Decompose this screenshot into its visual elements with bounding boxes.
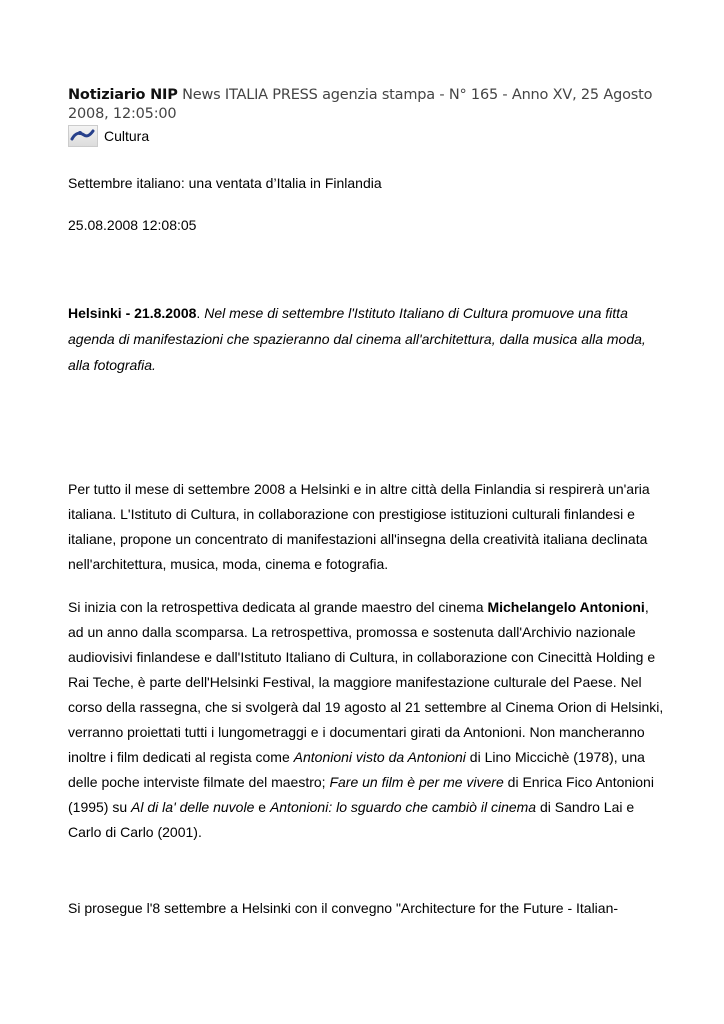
body-paragraph-1: Per tutto il mese di settembre 2008 a Helsinki e in altre città della Finlandia si respirerà un'aria italiana. L'Istituto di Cultura, in collaborazione con prestigiose istituzioni culturali finlandesi e italiane, propone un concentrato di manifestazioni all'insegna della creatività italiana declinata nell'architettura, musica, moda, cinema e fotografia. [68, 481, 650, 572]
category-label: Cultura [104, 128, 150, 144]
agency-logo-graphic [69, 126, 97, 146]
dateline: Helsinki - 21.8.2008 [68, 305, 197, 321]
article-timestamp: 25.08.2008 12:08:05 [68, 217, 197, 233]
film-title-1: Antonioni visto da Antonioni [293, 749, 466, 765]
film-title-2: Fare un film è per me vivere [329, 774, 504, 790]
article-headline: Settembre italiano: una ventata d’Italia in Finlandia [68, 175, 382, 191]
film-title-3: Al di la' delle nuvole [131, 799, 255, 815]
p2-text-2: , ad un anno dalla scomparsa. La retrospettiva, promossa e sostenuta dall'Archivio nazionale audiovisivi finlandese e dall'Istituto Italiano di Cultura, in collaborazione con Cinecittà Holding e Rai Teche, è parte dell'Helsinki Festival, la maggiore manifestazione culturale del Paese. Nel corso della rassegna, che si svolgerà dal 19 agosto al 21 settembre al Cinema Orion di Helsinki, verranno proiettati tutti i lungometraggi e i documentari girati da Antonioni. Non mancheranno inoltre i film dedicati al regista come [68, 599, 664, 765]
director-name: Michelangelo Antonioni [487, 599, 645, 615]
p2-text-1: Si inizia con la retrospettiva dedicata al grande maestro del cinema [68, 599, 488, 615]
p2-text-5: e [254, 799, 270, 815]
p2-text-6: di Sandro Lai e Carlo di Carlo (2001). [68, 799, 635, 840]
source-details: News ITALIA PRESS agenzia stampa - N° 165 - Anno XV, 25 Agosto 2008, 12:05:00 [68, 87, 653, 122]
source-header [68, 86, 668, 124]
source-name: Notiziario NIP [68, 87, 178, 103]
lead-text: Nel mese di settembre l'Istituto Italiano di Cultura promuove una fitta agenda di manifestazioni che spazieranno dal cinema all'architettura, dalla musica alla moda, alla fotografia. [68, 305, 646, 373]
body-paragraph-2 [68, 595, 668, 845]
lead-paragraph [68, 300, 668, 378]
film-title-4: Antonioni: lo sguardo che cambiò il cinema [269, 799, 537, 815]
p2-text-4: di Enrica Fico Antonioni (1995) su [68, 774, 654, 815]
body-paragraph-3: Si prosegue l'8 settembre a Helsinki con il convegno "Architecture for the Future - Italian- [68, 900, 619, 916]
dateline-dot: . [196, 305, 205, 321]
p2-text-3: di Lino Miccichè (1978), una delle poche interviste filmate del maestro; [68, 749, 645, 790]
category-row [68, 124, 149, 148]
agency-logo-icon [68, 125, 98, 147]
